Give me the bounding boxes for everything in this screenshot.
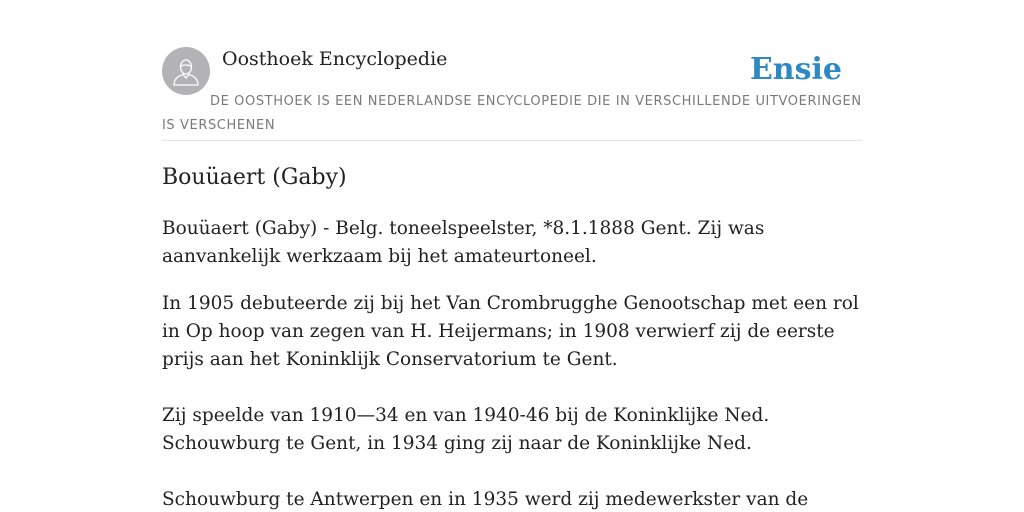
- site-header: [162, 46, 862, 141]
- article-paragraph: Zij speelde van 1910—34 en van 1940-46 bij de Koninklijke Ned. Schouwburg te Gent, in 1934 ging zij naar de Koninklijke Ned.: [162, 405, 770, 454]
- article-title: Bouüaert (Gaby): [162, 165, 347, 190]
- user-silhouette-icon: [162, 47, 210, 95]
- article-paragraph: In 1905 debuteerde zij bij het Van Crombrugghe Genootschap met een rol in Op hoop van zegen van H. Heijermans; in 1908 verwierf zij de eerste prijs aan het Koninklijk Conservatorium te Gent.: [162, 293, 859, 370]
- article: [162, 160, 862, 512]
- site-tagline: DE OOSTHOEK IS EEN NEDERLANDSE ENCYCLOPEDIE DIE IN VERSCHILLENDE UITVOERINGEN IS VERSCHENEN: [162, 94, 862, 133]
- brand-logo-link[interactable]: Ensie: [749, 52, 842, 87]
- article-paragraph: Bouüaert (Gaby) - Belg. toneelspeelster, *8.1.1888 Gent. Zij was aanvankelijk werkzaam bij het amateurtoneel.: [162, 218, 765, 267]
- avatar[interactable]: [162, 47, 210, 95]
- article-paragraph: Schouwburg te Antwerpen en in 1935 werd zij medewerkster van de: [162, 489, 809, 510]
- site-title-link[interactable]: Oosthoek Encyclopedie: [222, 48, 448, 70]
